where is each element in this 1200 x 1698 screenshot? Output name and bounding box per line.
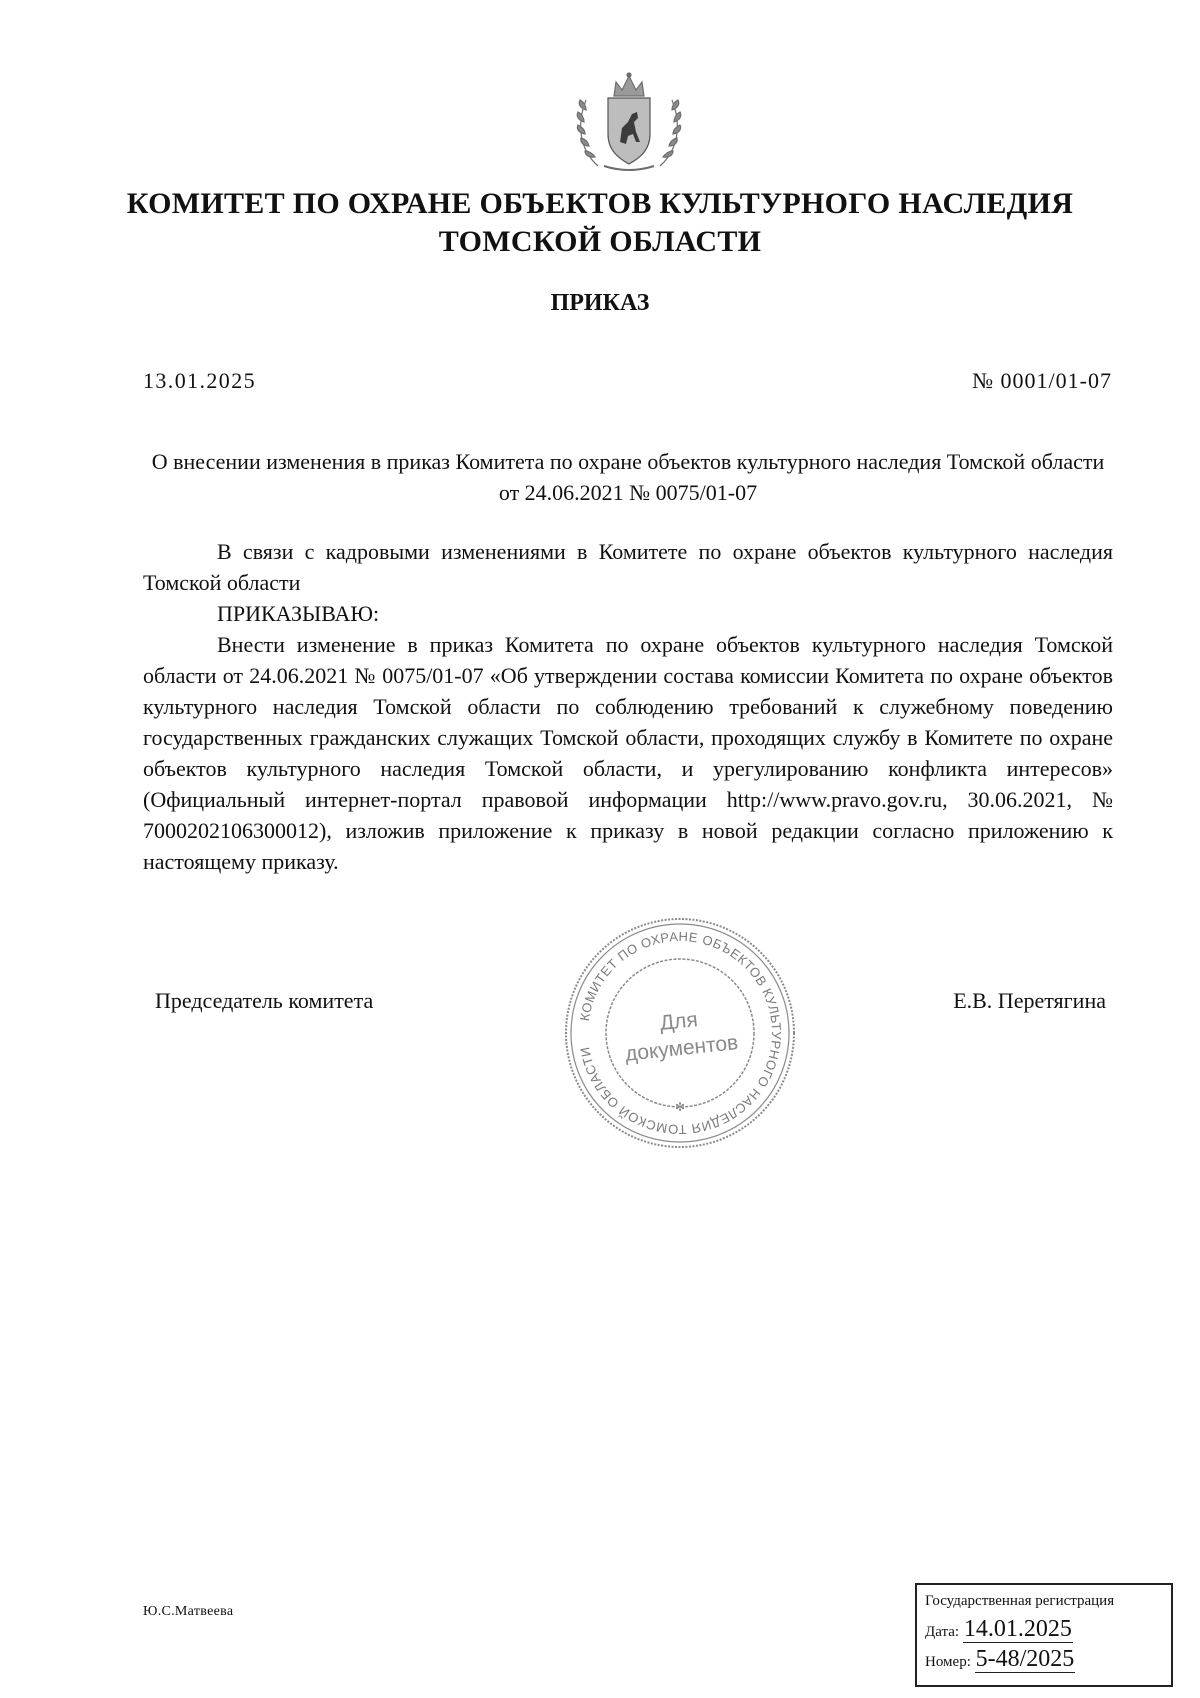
organization-name-line2: ТОМСКОЙ ОБЛАСТИ xyxy=(438,225,762,258)
registration-number-label: Номер: xyxy=(925,1654,971,1670)
registration-date-value: 14.01.2025 xyxy=(963,1616,1072,1642)
registration-title: Государственная регистрация xyxy=(925,1593,1115,1609)
registration-number-value: 5-48/2025 xyxy=(975,1646,1075,1672)
document-body xyxy=(143,536,1113,877)
organization-name-line1: КОМИТЕТ ПО ОХРАНЕ ОБЪЕКТОВ КУЛЬТУРНОГО НАСЛЕДИЯ xyxy=(126,187,1074,220)
body-paragraph-preamble: В связи с кадровыми изменениями в Комитете по охране объектов культурного наследия Томской области xyxy=(143,539,1113,595)
body-paragraph-order: Внести изменение в приказ Комитета по охране объектов культурного наследия Томской области от 24.06.2021 № 0075/01-07 «Об утверждении состава комиссии Комитета по охране объектов культурного наследия Томской области по соблюдению требований к служебному поведению государственных гражданских служащих Томской области, проходящих службу в Комитете по охране объектов культурного наследия Томской области, и урегулированию конфликта интересов» (Официальный интернет-портал правовой информации http://www.pravo.gov.ru, 30.06.2021, № 7000202106300012), изложив приложение к приказу в новой редакции согласно приложению к настоящему приказу. xyxy=(143,632,1113,874)
stamp-star-icon: ✻ xyxy=(674,1100,686,1114)
stamp-outer-text: КОМИТЕТ ПО ОХРАНЕ ОБЪЕКТОВ КУЛЬТУРНОГО НАСЛЕДИЯ ТОМСКОЙ ОБЛАСТИ xyxy=(576,928,785,1138)
document-date: 13.01.2025 xyxy=(143,368,256,393)
stamp-center-line2: документов xyxy=(623,1031,740,1066)
official-seal-stamp xyxy=(562,915,798,1151)
stamp-center-line1: Для xyxy=(658,1008,699,1035)
signatory-position: Председатель комитета xyxy=(155,988,374,1013)
registration-box xyxy=(915,1583,1173,1687)
executor-name: Ю.С.Матвеева xyxy=(143,1604,234,1619)
signatory-name: Е.В. Перетягина xyxy=(953,988,1106,1013)
registration-date-row xyxy=(925,1615,1163,1643)
document-subject: О внесении изменения в приказ Комитета по охране объектов культурного наследия Томской области от 24.06.2021 № 0075/01-07 xyxy=(151,449,1105,505)
order-word: ПРИКАЗЫВАЮ: xyxy=(217,601,380,626)
document-type-title: ПРИКАЗ xyxy=(550,290,650,316)
registration-date-label: Дата: xyxy=(925,1624,960,1640)
registration-number-row xyxy=(925,1645,1163,1673)
coat-of-arms-emblem xyxy=(570,70,688,174)
document-number: № 0001/01-07 xyxy=(972,368,1112,393)
